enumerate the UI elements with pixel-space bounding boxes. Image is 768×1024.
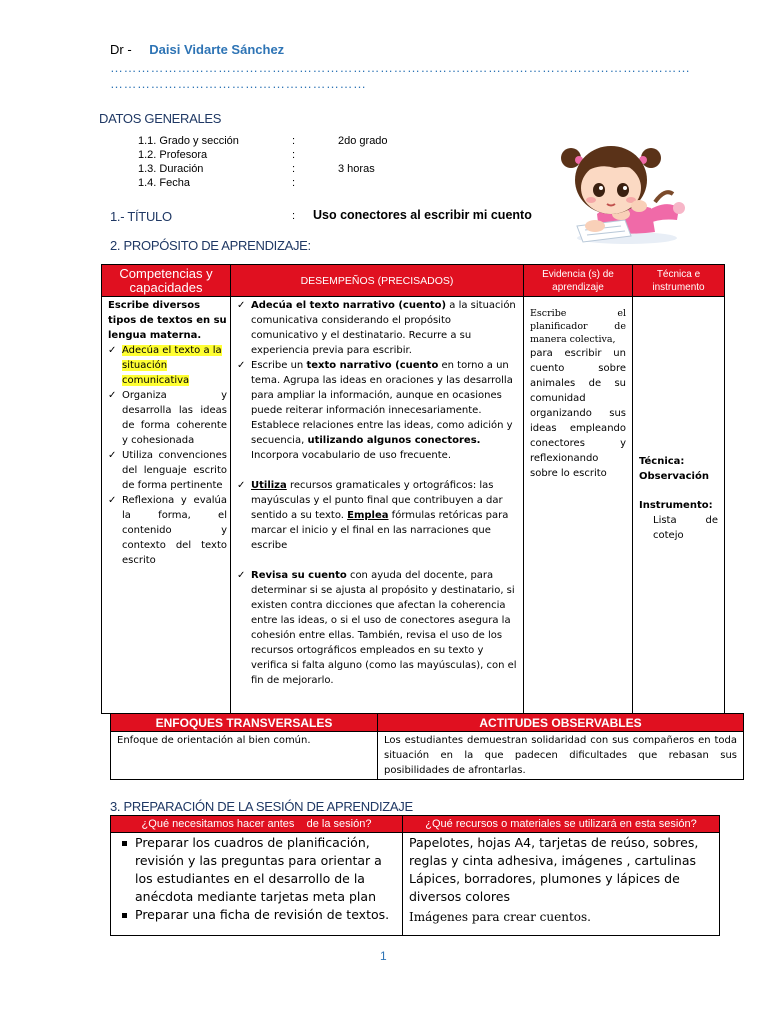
datos-value: 3 horas [338,163,375,175]
header-enfoques: ENFOQUES TRANSVERSALES [111,714,378,732]
titulo-label: 1.- TÍTULO [110,209,172,224]
desempenos-cell [231,297,524,714]
tecnica-cell [633,297,725,714]
datos-label: 1.3. Duración [138,163,204,175]
datos-sep: : [292,135,296,147]
girl-writing-illustration [555,128,685,248]
capacidad-item: ✓ Reflexiona y evalúa la forma, el contenido y contexto del texto escrito [108,493,227,568]
datos-row [138,135,438,149]
datos-row [138,149,438,163]
datos-label: 1.1. Grado y sección [138,135,239,147]
proposito-heading: 2. PROPÓSITO DE APRENDIZAJE: [110,238,311,253]
desempenos-list [237,298,517,688]
desempeno-item: ✓ Adecúa el texto narrativo (cuento) a la situación comunicativa considerando el propósito comunicativo y el destinatario. Recurre a su experiencia previa para escribir. [237,298,517,358]
dotted-line-2: ………………………………………………… [110,76,367,91]
enfoques-table [110,713,744,780]
tecnica-value: Observación [639,471,709,482]
antes-item: Preparar una ficha de revisión de textos. [117,906,396,924]
tecnica-label: Técnica: [639,456,685,467]
instrumento-label: Instrumento: [639,500,713,511]
datos-value: 2do grado [338,135,388,147]
header-evidencia: Evidencia (s) de aprendizaje [524,265,633,297]
header-recursos: ¿Qué recursos o materiales se utilizará en esta sesión? [403,816,720,833]
evidencia-text: para escribir un cuento sobre animales de su comunidad organizando sus ideas empleando conectores y reflexionando sobre lo escrito [530,348,626,479]
enfoque-cell: Enfoque de orientación al bien común. [111,732,378,780]
titulo-value: Uso conectores al escribir mi cuento [313,208,532,222]
preparacion-heading: 3. PREPARACIÓN DE LA SESIÓN DE APRENDIZAJE [110,799,413,814]
capacidad-item: ✓ Adecúa el texto a la situación comunicativa [108,343,227,388]
datos-row [138,163,438,177]
datos-sep: : [292,149,296,161]
competencias-cell [102,297,231,714]
titulo-sep: : [292,210,296,222]
author-name: Daisi Vidarte Sánchez [149,42,285,57]
recursos-text: Papelotes, hojas A4, tarjetas de reúso, sobres, reglas y cinta adhesiva, imágenes , cartulinas Lápices, borradores, plumones y lápices de diversos colores [409,835,699,904]
capacidad-item: ✓ Utiliza convenciones del lenguaje escrito de forma pertinente [108,448,227,493]
instrumento-value: Lista de cotejo [653,515,718,541]
datos-sep: : [292,177,296,189]
datos-label: 1.4. Fecha [138,177,190,189]
header-actitudes: ACTITUDES OBSERVABLES [378,714,744,732]
dotted-line-1: ………………………………………………………………………………………………………………… [110,60,691,75]
datos-label: 1.2. Profesora [138,149,208,161]
recursos-text-2: Imágenes para crear cuentos. [409,910,591,924]
competencia-title: Escribe diversos tipos de textos en su lengua materna. [108,300,227,341]
evidencia-cell [524,297,633,714]
recursos-cell [403,833,720,936]
datos-generales-heading: DATOS GENERALES [99,111,222,126]
preparacion-table [110,815,720,936]
desempeno-item: ✓ Escribe un texto narrativo (cuento en torno a un tema. Agrupa las ideas en oraciones y las desarrolla para ampliar la información, aunque en ocasiones puede reiterar información innecesariamente. Establece relaciones entre las ideas, como adición y secuencia, utilizando algunos conectores. Incorpora vocabulario de uso frecuente. [237,358,517,463]
evidencia-text-serif: Escribe el planificador de manera colectiva, [530,308,626,345]
header-desempenos: DESEMPEÑOS (PRECISADOS) [231,265,524,297]
header-antes: ¿Qué necesitamos hacer antes de la sesión? [111,816,403,833]
author-line [110,42,284,57]
datos-row [138,177,438,191]
proposito-table [101,264,725,714]
antes-list [117,834,396,924]
actitudes-cell: Los estudiantes demuestran solidaridad con sus compañeros en toda situación en la que padecen dificultades que rebasan sus posibilidades de afrontarlas. [378,732,744,780]
titulo-row [110,208,560,224]
header-tecnica: Técnica e instrumento [633,265,725,297]
page-number: 1 [380,949,387,963]
desempeno-item: ✓ Utiliza recursos gramaticales y ortográficos: las mayúsculas y el punto final que contribuyen a dar sentido a su texto. Emplea fórmulas retóricas para marcar el inicio y el final en las narraciones que escribe [237,478,517,553]
capacidades-list [108,343,227,568]
antes-item: Preparar los cuadros de planificación, revisión y las preguntas para orientar a los estudiantes en el desarrollo de la anécdota mediante tarjetas meta plan [117,834,396,906]
capacidad-item: ✓ Organiza y desarrolla las ideas de forma coherente y cohesionada [108,388,227,448]
header-competencias: Competencias y capacidades [102,265,231,297]
author-prefix: Dr - [110,42,132,57]
datos-sep: : [292,163,296,175]
antes-cell [111,833,403,936]
datos-generales-list [138,135,438,191]
desempeno-item: ✓ Revisa su cuento con ayuda del docente, para determinar si se ajusta al propósito y destinatario, si existen contra dicciones que afectan la coherencia entre las ideas, o si el uso de conectores asegura la cohesión entre ellas. También, revisa el uso de los recursos ortográficos empleados en su texto y verifica si falta alguno (como las mayúsculas), con el fin de mejorarlo. [237,568,517,688]
